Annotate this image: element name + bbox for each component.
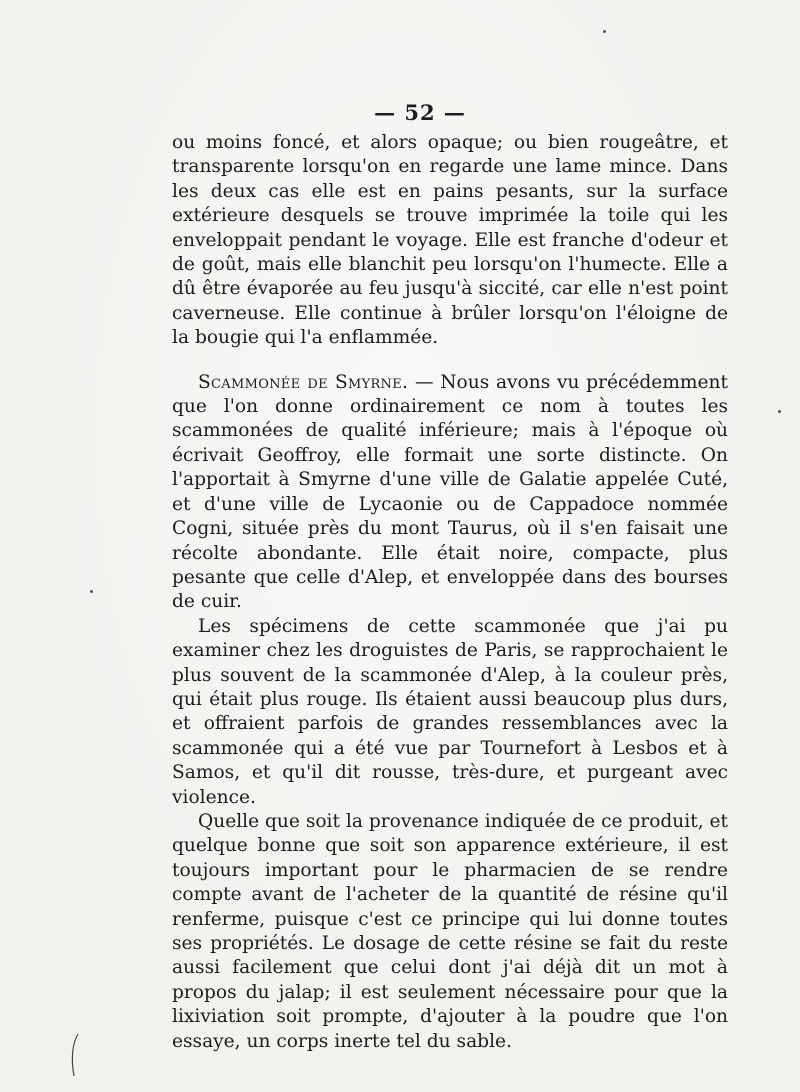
paragraph-2-text: — Nous avons vu précédemment que l'on donne ordinairement ce nom à toutes les scammonées de qualité inférieure; mais à l'époque où écrivait Geoffroy, elle formait une sorte distincte. On l'apportait à Smyrne d'une ville de Galatie appelée Cuté, et d'une ville de Lycaonie ou de Cappadoce nommée Cogni, située près du mont Taurus, où il s'en faisait une récolte abondante. Elle était noire, compacte, plus pesante que celle d'Alep, et enveloppée dans des bourses de cuir. bbox=[172, 371, 728, 613]
speck-mark bbox=[603, 30, 606, 33]
section-heading: Scammonée de Smyrne. bbox=[198, 371, 409, 393]
paragraph-1: ou moins foncé, et alors opaque; ou bien rougeâtre, et transparente lorsqu'on en regarde une lame mince. Dans les deux cas elle est en pains pesants, sur la surface extérieure desquels se trouve imprimée la toile qui les enveloppait pendant le voyage. Elle est franche d'odeur et de goût, mais elle blanchit peu lorsqu'on l'humecte. Elle a dû être évaporée au feu jusqu'à siccité, car elle n'est point caverneuse. Elle continue à brûler lorsqu'on l'éloigne de la bougie qui l'a enflammée. bbox=[172, 132, 728, 349]
speck-mark bbox=[90, 590, 93, 593]
speck-mark bbox=[778, 410, 781, 413]
body-text bbox=[172, 131, 728, 1054]
page-number: — 52 — bbox=[374, 100, 466, 125]
paragraph-3: Les spécimens de cette scammonée que j'ai pu examiner chez les droguistes de Paris, se rapprochaient le plus souvent de la scammonée d'Alep, à la couleur près, qui était plus rouge. Ils étaient aussi beaucoup plus durs, et offraient parfois de grandes ressemblances avec la scammonée qui a été vue par Tournefort à Lesbos et à Samos, et qu'il dit rousse, très-dure, et purgeant avec violence. bbox=[172, 615, 728, 808]
paragraph-2 bbox=[172, 371, 728, 615]
paragraph-4: Quelle que soit la provenance indiquée de ce produit, et quelque bonne que soit son apparence extérieure, il est toujours important pour le pharmacien de se rendre compte avant de l'acheter de la quantité de résine qu'il renferme, puisque c'est ce principe qui lui donne toutes ses propriétés. Le dosage de cette résine se fait du reste aussi facilement que celui dont j'ai déjà dit un mot à propos du jalap; il est seulement nécessaire pour que la lixiviation soit prompte, d'ajouter à la poudre que l'on essaye, un corps inerte tel du sable. bbox=[172, 810, 728, 1052]
margin-stroke-mark bbox=[70, 1032, 80, 1078]
